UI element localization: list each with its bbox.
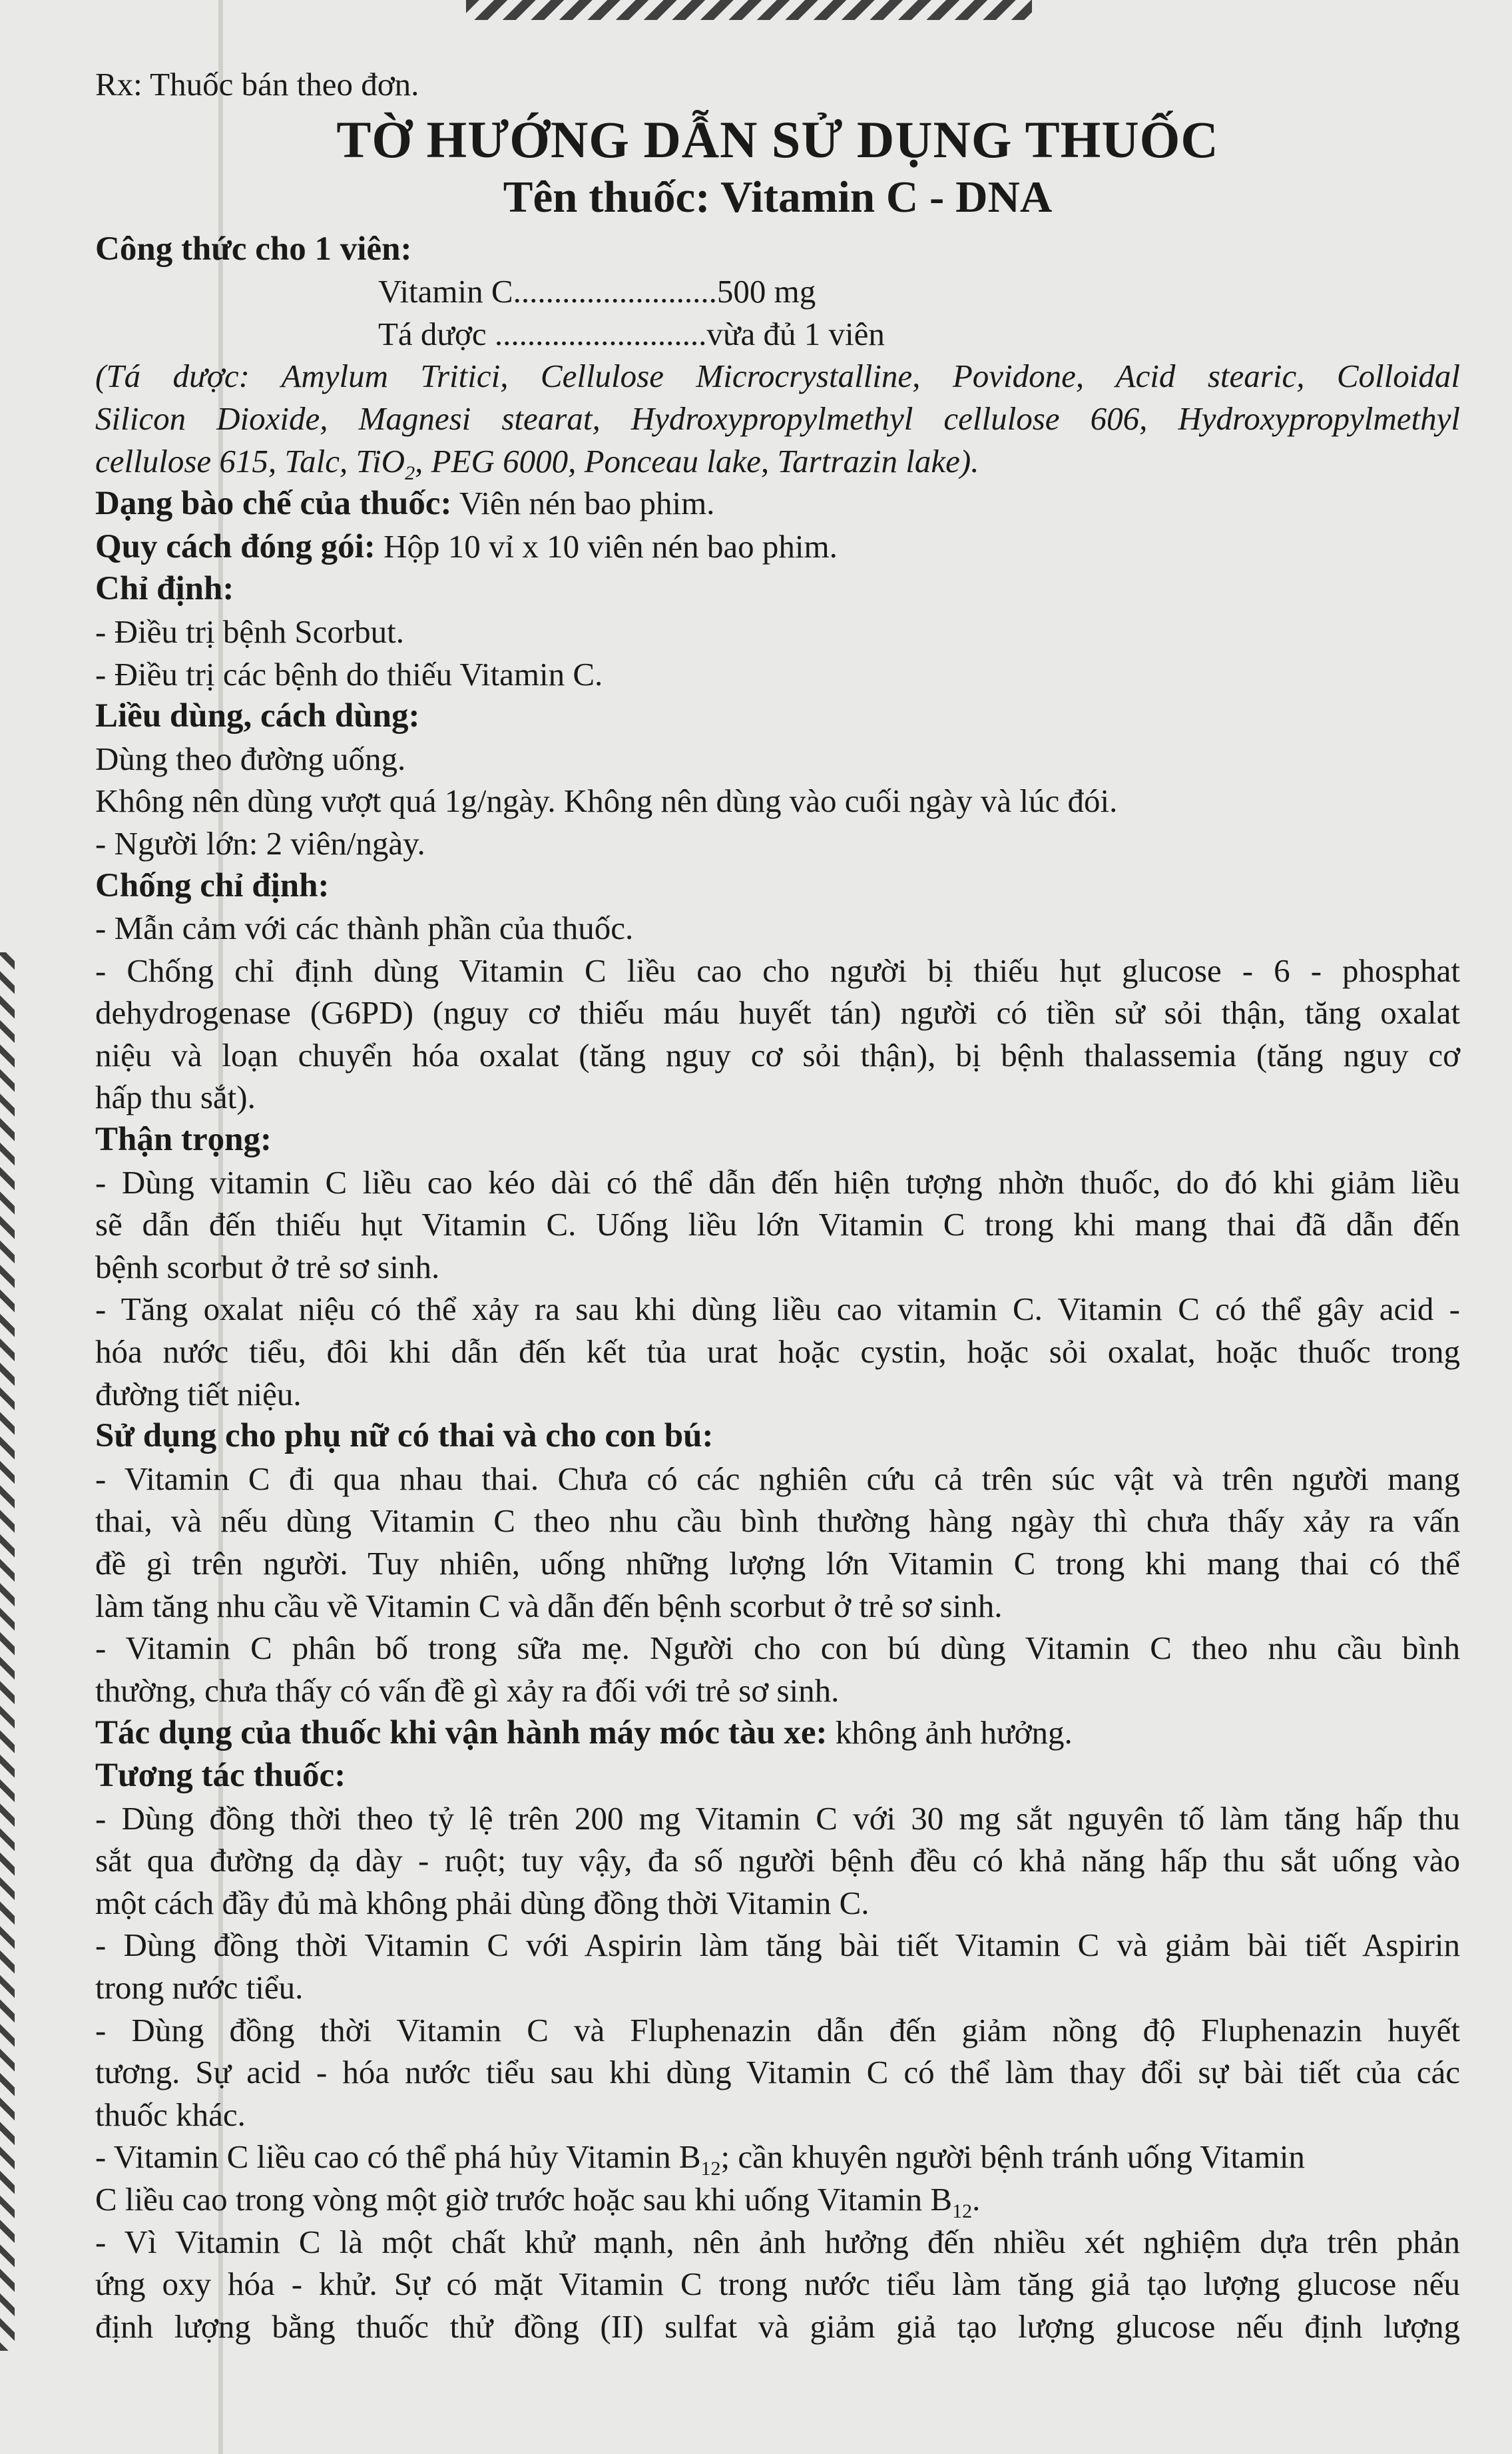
driving-note: Tác dụng của thuốc khi vận hành máy móc tàu xe: không ảnh hưởng. [95,1714,1073,1752]
interaction-b12-line: - Vitamin C liều cao có thể phá hủy Vitamin $B_{12}$; cần khuyên người bệnh tránh uống Vitamin [95,2138,1305,2180]
rx-note: Rx: Thuốc bán theo đơn. [95,66,419,103]
dosage-heading: Liều dùng, cách dùng: [95,697,420,735]
indications-heading: Chỉ định: [95,570,234,608]
formula-row-active: Vitamin C.........................500 mg [378,273,816,310]
interaction-line: - Dùng đồng thời Vitamin C với Aspirin làm tăng bài tiết Vitamin C và giảm bài tiết Aspirin [95,1927,1460,1964]
excipients-line-last: cellulose 615, Talc, TiO$_2$, PEG 6000, Ponceau lake, Tartrazin lake). [95,442,979,484]
interaction-line: - Dùng đồng thời Vitamin C và Fluphenazin dẫn đến giảm nồng độ Fluphenazin huyết [95,2011,1460,2048]
pregnancy-line: - Vitamin C đi qua nhau thai. Chưa có các nghiên cứu cả trên súc vật và trên người mang [95,1460,1460,1497]
interaction-line: - Dùng đồng thời theo tỷ lệ trên 200 mg Vitamin C với 30 mg sắt nguyên tố làm tăng hấp thu [95,1799,1460,1837]
interaction-line: một cách đầy đủ mà không phải dùng đồng thời Vitamin C. [95,1884,870,1921]
dosage-form: Dạng bào chế của thuốc: Viên nén bao phim. [95,485,715,523]
pregnancy-line: - Vitamin C phân bố trong sữa mẹ. Người cho con bú dùng Vitamin C theo nhu cầu bình [95,1630,1460,1667]
contraindication-line: niệu và loạn chuyển hóa oxalat (tăng nguy cơ sỏi thận), bị bệnh thalassemia (tăng nguy cơ [95,1036,1460,1074]
precaution-line: - Dùng vitamin C liều cao kéo dài có thể dẫn đến hiện tượng nhờn thuốc, do đó khi giảm liều [95,1163,1460,1201]
precautions-heading: Thận trọng: [95,1121,272,1159]
interaction-line: sắt qua đường dạ dày - ruột; tuy vậy, đa số người bệnh đều có khả năng hấp thu sắt uống vào [95,1842,1460,1879]
interaction-line: - Vì Vitamin C là một chất khử mạnh, nên ảnh hưởng đến nhiều xét nghiệm dựa trên phản [95,2223,1460,2260]
pregnancy-line: làm tăng nhu cầu về Vitamin C và dẫn đến bệnh scorbut ở trẻ sơ sinh. [95,1587,1003,1624]
contraindication-line: - Chống chỉ định dùng Vitamin C liều cao cho người bị thiếu hụt glucose - 6 - phosphat [95,952,1460,989]
pregnancy-line: thường, chưa thấy có vấn đề gì xảy ra đối với trẻ sơ sinh. [95,1672,840,1709]
contraindications-heading: Chống chỉ định: [95,866,330,904]
interaction-line: thuốc khác. [95,2096,246,2133]
top-hatch-border [466,0,1032,20]
pregnancy-heading: Sử dụng cho phụ nữ có thai và cho con bú: [95,1417,714,1455]
formula-heading: Công thức cho 1 viên: [95,230,412,268]
dosage-item: Không nên dùng vượt quá 1g/ngày. Không nên dùng vào cuối ngày và lúc đói. [95,782,1118,820]
precaution-line: bệnh scorbut ở trẻ sơ sinh. [95,1248,440,1285]
contraindication-line: dehydrogenase (G6PD) (nguy cơ thiếu máu huyết tán) người có tiền sử sỏi thận, tăng oxalat [95,994,1460,1032]
contraindication-line: - Mẫn cảm với các thành phần của thuốc. [95,910,634,947]
excipients-line: (Tá dược: Amylum Tritici, Cellulose Microcrystalline, Povidone, Acid stearic, Colloidal [95,358,1460,395]
packaging: Quy cách đóng gói: Hộp 10 vỉ x 10 viên nén bao phim. [95,527,838,565]
interaction-line: định lượng bằng thuốc thử đồng (II) sulfat và giảm giả tạo lượng glucose nếu định lượng [95,2307,1460,2345]
interactions-heading: Tương tác thuốc: [95,1756,346,1794]
dosage-item: Dùng theo đường uống. [95,740,406,777]
drug-name: Tên thuốc: Vitamin C - DNA [503,172,1053,222]
precaution-line: đường tiết niệu. [95,1375,302,1412]
precaution-line: - Tăng oxalat niệu có thể xảy ra sau khi dùng liều cao vitamin C. Vitamin C có thể gây acid - [95,1291,1460,1328]
pregnancy-line: thai, và nếu dùng Vitamin C theo nhu cầu bình thường hàng ngày thì chưa thấy xảy ra vấn [95,1502,1460,1540]
formula-row-excipient: Tá dược ..........................vừa đủ 1 viên [378,315,885,352]
dosage-item: - Người lớn: 2 viên/ngày. [95,824,425,862]
indication-item: - Điều trị các bệnh do thiếu Vitamin C. [95,655,603,693]
interaction-line: trong nước tiểu. [95,1969,304,2006]
leaflet-content [95,63,1460,2347]
precaution-line: sẽ dẫn đến thiếu hụt Vitamin C. Uống liều lớn Vitamin C trong khi mang thai đã dẫn đến [95,1206,1460,1243]
interaction-line: ứng oxy hóa - khử. Sự có mặt Vitamin C trong nước tiểu làm tăng giả tạo lượng glucose nếu [95,2266,1460,2303]
interaction-line: tương. Sự acid - hóa nước tiểu sau khi dùng Vitamin C có thể làm thay đổi sự bài tiết của các [95,2054,1460,2091]
indication-item: - Điều trị bệnh Scorbut. [95,613,405,650]
precaution-line: hóa nước tiểu, đôi khi dẫn đến kết tủa urat hoặc cystin, hoặc sỏi oxalat, hoặc thuốc trong [95,1333,1460,1371]
left-hatch-border [0,952,15,2351]
excipients-line: Silicon Dioxide, Magnesi stearat, Hydroxypropylmethyl cellulose 606, Hydroxypropylmethyl [95,400,1460,437]
contraindication-line: hấp thu sắt). [95,1079,256,1116]
interaction-b12-line: C liều cao trong vòng một giờ trước hoặc sau khi uống Vitamin $B_{12}$. [95,2180,981,2222]
pregnancy-line: đề gì trên người. Tuy nhiên, uống những lượng lớn Vitamin C trong khi mang thai có thể [95,1545,1460,1582]
document-title: TỜ HƯỚNG DẪN SỬ DỤNG THUỐC [336,110,1219,168]
